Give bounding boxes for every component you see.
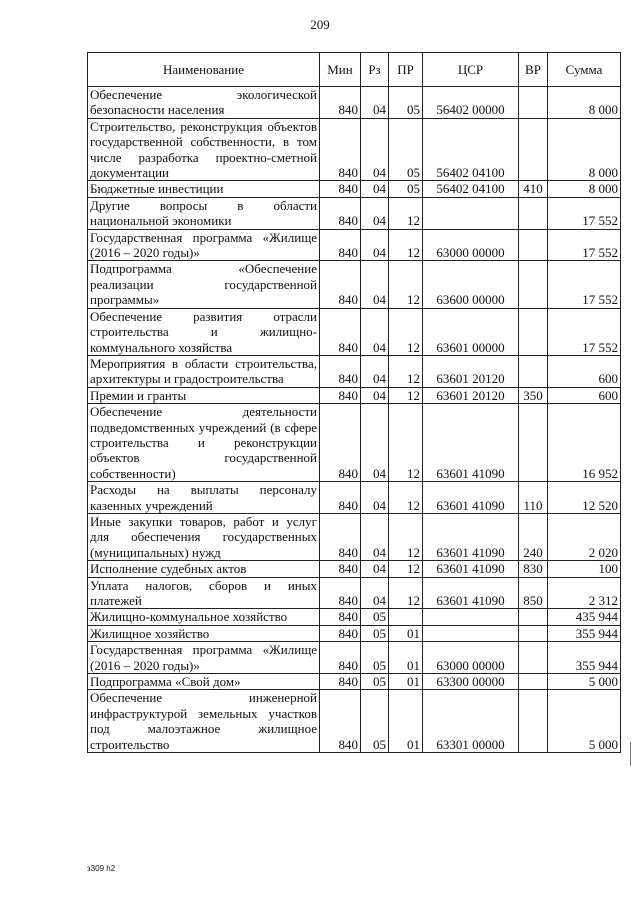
cell-rz: 04 (361, 197, 389, 229)
cell-name: Иные закупки товаров, работ и услуг для обеспечения государственных (муниципальных) нужд (88, 513, 320, 560)
cell-pr: 05 (389, 118, 423, 181)
table-row (88, 387, 621, 403)
cell-name: Подпрограмма «Свой дом» (88, 674, 320, 690)
cell-pr: 12 (389, 404, 423, 482)
header-sum: Сумма (548, 53, 621, 87)
header-pr: ПР (389, 53, 423, 87)
cell-vr (519, 197, 548, 229)
cell-csr: 63000 00000 (423, 229, 519, 261)
cell-vr (519, 609, 548, 625)
cell-rz: 04 (361, 87, 389, 119)
cell-pr: 12 (389, 308, 423, 355)
cell-name: Обеспечение деятельности подведомственных учреждений (в сфере строительства и реконструкции объектов государственной собственности) (88, 404, 320, 482)
cell-sum: 2 312 (548, 577, 621, 609)
cell-csr: 63301 00000 (423, 690, 519, 753)
table-row (88, 355, 621, 387)
cell-rz: 04 (361, 308, 389, 355)
cell-vr (519, 118, 548, 181)
cell-csr: 63601 41090 (423, 513, 519, 560)
cell-name: Уплата налогов, сборов и иных платежей (88, 577, 320, 609)
cell-rz: 04 (361, 513, 389, 560)
cell-min: 840 (320, 355, 361, 387)
cell-name: Государственная программа «Жилище (2016 – 2020 годы)» (88, 229, 320, 261)
cell-vr: 110 (519, 482, 548, 514)
cell-csr (423, 625, 519, 641)
cell-rz: 04 (361, 118, 389, 181)
cell-sum: 8 000 (548, 181, 621, 197)
budget-table (87, 52, 621, 753)
cell-pr: 05 (389, 181, 423, 197)
cell-rz: 05 (361, 642, 389, 674)
cell-csr: 63601 41090 (423, 404, 519, 482)
header-min: Мин (320, 53, 361, 87)
cell-name: Обеспечение инженерной инфраструктурой земельных участков под малоэтажное жилищное строительство (88, 690, 320, 753)
cell-vr (519, 642, 548, 674)
table-row (88, 609, 621, 625)
cell-name: Строительство, реконструкция объектов государственной собственности, в том числе разработка проектно-сметной документации (88, 118, 320, 181)
cell-pr: 01 (389, 642, 423, 674)
cell-name: Другие вопросы в области национальной экономики (88, 197, 320, 229)
cell-rz: 04 (361, 577, 389, 609)
cell-sum: 5 000 (548, 674, 621, 690)
footer-code: з309 h2 (87, 864, 116, 873)
cell-pr: 12 (389, 482, 423, 514)
cell-csr: 63000 00000 (423, 642, 519, 674)
cell-sum: 355 944 (548, 625, 621, 641)
cell-sum: 17 552 (548, 308, 621, 355)
cell-min: 840 (320, 625, 361, 641)
cell-vr: 350 (519, 387, 548, 403)
cell-pr: 12 (389, 355, 423, 387)
cell-min: 840 (320, 387, 361, 403)
cell-rz: 05 (361, 625, 389, 641)
cell-vr (519, 404, 548, 482)
cell-vr (519, 261, 548, 308)
cell-rz: 05 (361, 609, 389, 625)
cell-vr (519, 690, 548, 753)
page-number: 209 (310, 17, 330, 32)
cell-min: 840 (320, 513, 361, 560)
cell-pr: 12 (389, 387, 423, 403)
cell-name: Исполнение судебных актов (88, 561, 320, 577)
cell-vr (519, 229, 548, 261)
cell-vr (519, 87, 548, 119)
header-vr: ВР (519, 53, 548, 87)
cell-min: 840 (320, 609, 361, 625)
cell-vr: 850 (519, 577, 548, 609)
cell-pr: 12 (389, 197, 423, 229)
header-rz: Рз (361, 53, 389, 87)
cell-sum: 435 944 (548, 609, 621, 625)
cell-vr (519, 674, 548, 690)
cell-rz: 05 (361, 690, 389, 753)
cell-sum: 600 (548, 355, 621, 387)
table-row (88, 690, 621, 753)
cell-min: 840 (320, 118, 361, 181)
cell-name: Жилищное хозяйство (88, 625, 320, 641)
cell-sum: 17 552 (548, 229, 621, 261)
cell-name: Премии и гранты (88, 387, 320, 403)
cell-sum: 2 020 (548, 513, 621, 560)
cell-csr: 56402 04100 (423, 181, 519, 197)
cell-name: Жилищно-коммунальное хозяйство (88, 609, 320, 625)
cell-min: 840 (320, 561, 361, 577)
table-row (88, 513, 621, 560)
cell-csr: 56402 04100 (423, 118, 519, 181)
table-row (88, 674, 621, 690)
cell-vr: 410 (519, 181, 548, 197)
header-name: Наименование (88, 53, 320, 87)
cell-pr: 12 (389, 561, 423, 577)
cell-pr: 12 (389, 577, 423, 609)
cell-csr: 63601 41090 (423, 577, 519, 609)
cell-name: Расходы на выплаты персоналу казенных учреждений (88, 482, 320, 514)
cell-sum: 12 520 (548, 482, 621, 514)
cell-rz: 04 (361, 181, 389, 197)
table-row (88, 482, 621, 514)
cell-rz: 04 (361, 561, 389, 577)
header-csr: ЦСР (423, 53, 519, 87)
table-row (88, 642, 621, 674)
cell-name: Подпрограмма «Обеспечение реализации государственной программы» (88, 261, 320, 308)
cell-rz: 04 (361, 404, 389, 482)
cell-rz: 04 (361, 482, 389, 514)
cell-csr: 63601 20120 (423, 387, 519, 403)
table-row (88, 261, 621, 308)
table-row (88, 229, 621, 261)
table-row (88, 181, 621, 197)
cell-csr: 63601 20120 (423, 355, 519, 387)
cell-pr: 01 (389, 625, 423, 641)
cell-pr: 01 (389, 674, 423, 690)
cell-min: 840 (320, 197, 361, 229)
cell-sum: 8 000 (548, 118, 621, 181)
table-row (88, 197, 621, 229)
cell-csr: 63600 00000 (423, 261, 519, 308)
table-row (88, 625, 621, 641)
cell-min: 840 (320, 482, 361, 514)
cell-sum: 355 944 (548, 642, 621, 674)
table-body (88, 87, 621, 753)
cell-vr (519, 355, 548, 387)
cell-sum: 100 (548, 561, 621, 577)
cell-sum: 17 552 (548, 197, 621, 229)
table-header-row (88, 53, 621, 87)
cell-vr: 240 (519, 513, 548, 560)
cell-vr: 830 (519, 561, 548, 577)
cell-min: 840 (320, 404, 361, 482)
cell-sum: 16 952 (548, 404, 621, 482)
cell-pr (389, 609, 423, 625)
table-row (88, 308, 621, 355)
cell-csr: 63300 00000 (423, 674, 519, 690)
cell-vr (519, 625, 548, 641)
cell-pr: 12 (389, 229, 423, 261)
table-row (88, 561, 621, 577)
table-row (88, 87, 621, 119)
cell-csr: 63601 41090 (423, 561, 519, 577)
cell-sum: 5 000 (548, 690, 621, 753)
cell-min: 840 (320, 690, 361, 753)
cell-csr: 63601 41090 (423, 482, 519, 514)
cell-sum: 8 000 (548, 87, 621, 119)
cell-csr (423, 197, 519, 229)
cell-name: Обеспечение развития отрасли строительства и жилищно-коммунального хозяйства (88, 308, 320, 355)
cell-pr: 01 (389, 690, 423, 753)
cell-min: 840 (320, 577, 361, 609)
cell-min: 840 (320, 261, 361, 308)
cell-rz: 04 (361, 387, 389, 403)
cell-name: Обеспечение экологической безопасности населения (88, 87, 320, 119)
cell-min: 840 (320, 308, 361, 355)
cell-sum: 17 552 (548, 261, 621, 308)
cell-rz: 04 (361, 229, 389, 261)
cell-csr (423, 609, 519, 625)
cell-vr (519, 308, 548, 355)
cell-min: 840 (320, 674, 361, 690)
cell-csr: 56402 00000 (423, 87, 519, 119)
cell-sum: 600 (548, 387, 621, 403)
cell-pr: 12 (389, 513, 423, 560)
cell-rz: 05 (361, 674, 389, 690)
cell-name: Мероприятия в области строительства, архитектуры и градостроительства (88, 355, 320, 387)
cell-csr: 63601 00000 (423, 308, 519, 355)
cell-min: 840 (320, 87, 361, 119)
cell-min: 840 (320, 229, 361, 261)
table-row (88, 118, 621, 181)
table-row (88, 404, 621, 482)
cell-min: 840 (320, 181, 361, 197)
cell-min: 840 (320, 642, 361, 674)
margin-mark (630, 742, 631, 766)
table-row (88, 577, 621, 609)
cell-name: Государственная программа «Жилище (2016 – 2020 годы)» (88, 642, 320, 674)
cell-name: Бюджетные инвестиции (88, 181, 320, 197)
cell-pr: 05 (389, 87, 423, 119)
cell-rz: 04 (361, 355, 389, 387)
cell-rz: 04 (361, 261, 389, 308)
cell-pr: 12 (389, 261, 423, 308)
